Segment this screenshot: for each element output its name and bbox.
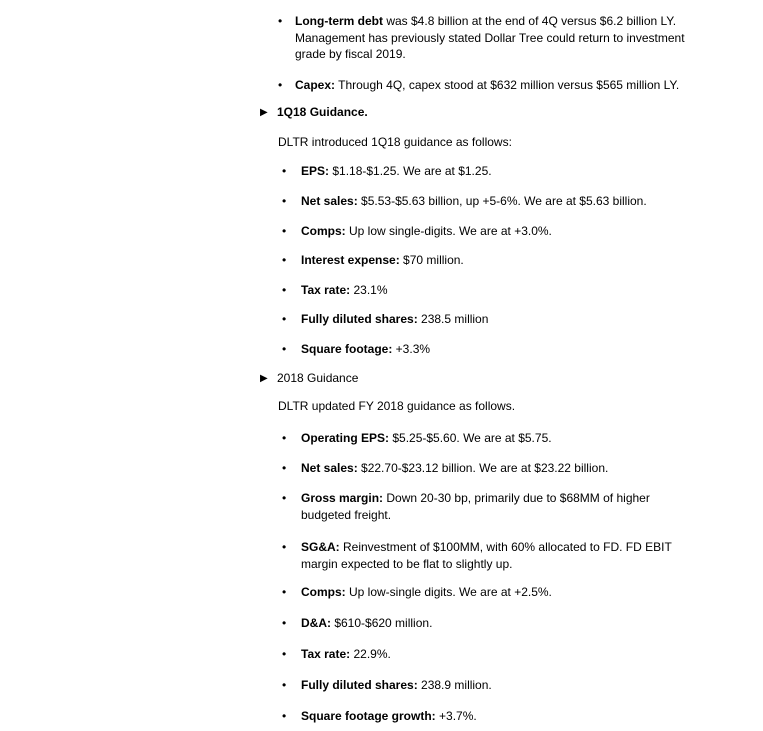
item-text: Down 20-30 bp, primarily due to $68MM of higher budgeted freight. (301, 491, 650, 522)
item-label: Comps: (301, 585, 346, 599)
item-label: Net sales: (301, 194, 358, 208)
bullet-icon: • (282, 283, 287, 297)
section-heading-1q18 (277, 104, 368, 120)
bullet-icon: • (282, 164, 287, 178)
item-text: $70 million. (399, 253, 464, 267)
bullet-icon: • (282, 491, 287, 505)
item-label: Comps: (301, 224, 346, 238)
item-text: 238.5 million (417, 312, 489, 326)
item-label: Square footage growth: (301, 709, 436, 723)
item-text: $22.70-$23.12 billion. We are at $23.22 billion. (357, 461, 609, 475)
item-text: Through 4Q, capex stood at $632 million versus $565 million LY. (335, 78, 680, 92)
item-label: Capex: (295, 78, 336, 92)
list-item (301, 311, 721, 328)
bullet-icon: • (282, 647, 287, 661)
list-item (301, 163, 721, 180)
bullet-icon: • (278, 78, 283, 92)
bullet-icon: • (282, 224, 287, 238)
list-item (301, 708, 681, 725)
list-item (301, 223, 721, 240)
item-label: Tax rate: (301, 283, 351, 297)
list-item (301, 490, 681, 523)
list-item (301, 646, 681, 663)
bullet-icon: • (282, 678, 287, 692)
item-text: +3.3% (392, 342, 431, 356)
item-text: Up low single-digits. We are at +3.0%. (345, 224, 552, 238)
item-text: $5.53-$5.63 billion, up +5-6%. We are at $5.63 billion. (357, 194, 647, 208)
item-text: $5.25-$5.60. We are at $5.75. (389, 431, 552, 445)
list-item (301, 677, 681, 694)
arrow-icon: ▶ (260, 107, 268, 118)
list-item (301, 539, 681, 572)
list-item (301, 193, 721, 210)
item-text: $1.18-$1.25. We are at $1.25. (329, 164, 492, 178)
bullet-icon: • (282, 616, 287, 630)
item-label: Fully diluted shares: (301, 678, 418, 692)
list-item (301, 584, 681, 601)
bullet-icon: • (282, 585, 287, 599)
list-item (295, 77, 725, 94)
list-item (301, 615, 681, 632)
item-text: was $4.8 billion at the end of 4Q versus $6.2 billion LY. Management has previously stated Dollar Tree could return to investment grade by fiscal 2019. (295, 14, 685, 61)
item-label: Square footage: (301, 342, 393, 356)
bullet-icon: • (282, 431, 287, 445)
section-heading-2018 (277, 370, 358, 386)
arrow-icon: ▶ (260, 373, 268, 384)
item-label: EPS: (301, 164, 330, 178)
bullet-icon: • (282, 461, 287, 475)
section-intro-1q18: DLTR introduced 1Q18 guidance as follows: (278, 135, 512, 149)
heading-label: 1Q18 Guidance. (277, 105, 368, 119)
item-label: Net sales: (301, 461, 358, 475)
bullet-icon: • (282, 253, 287, 267)
item-label: Long-term debt (295, 14, 383, 28)
list-item (301, 430, 681, 447)
item-label: D&A: (301, 616, 331, 630)
bullet-icon: • (282, 540, 287, 554)
bullet-icon: • (282, 312, 287, 326)
item-label: Fully diluted shares: (301, 312, 418, 326)
item-label: Operating EPS: (301, 431, 390, 445)
item-label: Interest expense: (301, 253, 400, 267)
item-label: Tax rate: (301, 647, 351, 661)
list-item (295, 13, 695, 63)
item-text: 22.9%. (350, 647, 391, 661)
heading-label: 2018 Guidance (277, 371, 359, 385)
bullet-icon: • (282, 342, 287, 356)
section-intro-2018: DLTR updated FY 2018 guidance as follows. (278, 399, 516, 413)
list-item (301, 252, 721, 269)
item-label: SG&A: (301, 540, 340, 554)
bullet-icon: • (282, 709, 287, 723)
bullet-icon: • (282, 194, 287, 208)
item-text: Up low-single digits. We are at +2.5%. (345, 585, 552, 599)
item-text: +3.7%. (435, 709, 477, 723)
list-item (301, 282, 721, 299)
item-label: Gross margin: (301, 491, 384, 505)
list-item (301, 460, 681, 477)
item-text: 23.1% (350, 283, 388, 297)
item-text: Reinvestment of $100MM, with 60% allocated to FD. FD EBIT margin expected to be flat to slightly up. (301, 540, 672, 571)
list-item (301, 341, 721, 358)
item-text: 238.9 million. (417, 678, 492, 692)
bullet-icon: • (278, 14, 283, 28)
item-text: $610-$620 million. (331, 616, 433, 630)
